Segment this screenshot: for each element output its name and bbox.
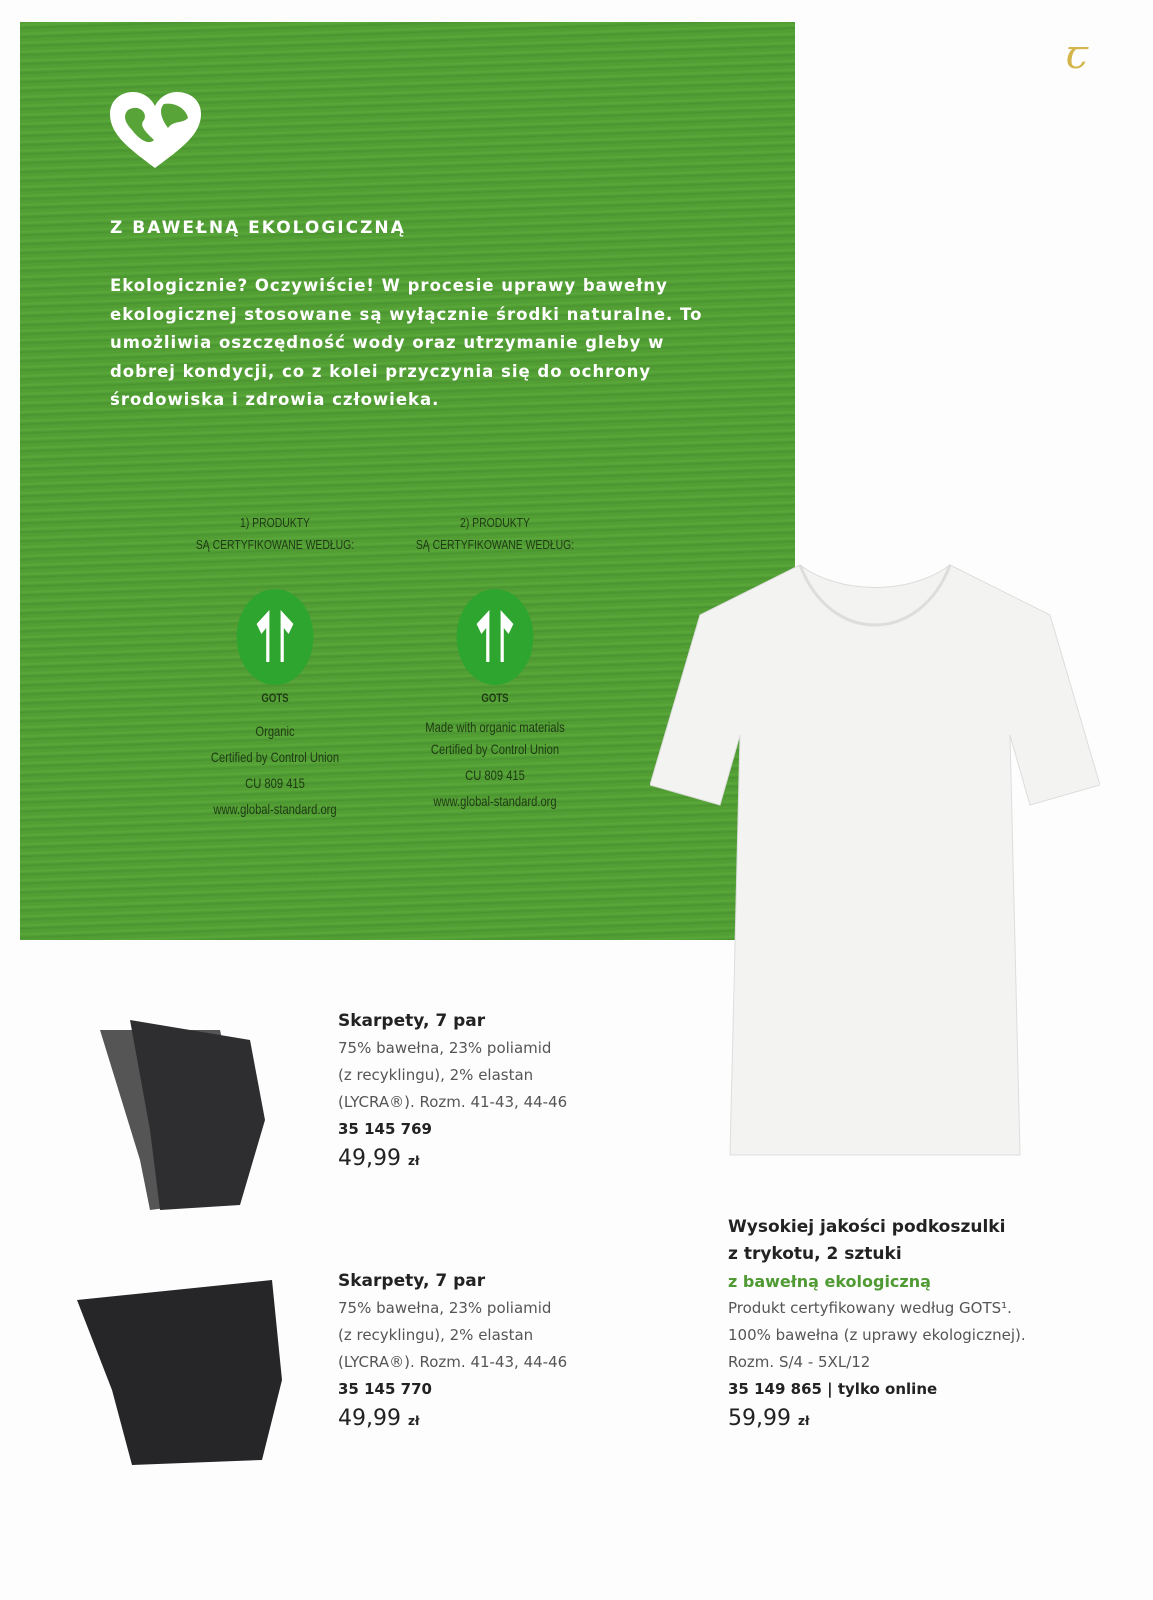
cert-note: 1) PRODUKTY [240,515,310,530]
product-desc: Rozm. S/4 - 5XL/12 [728,1353,871,1371]
product-desc: (LYCRA®). Rozm. 41-43, 44-46 [338,1093,568,1111]
tshirt-image [650,555,1100,1165]
price-value: 59,99 [728,1406,791,1431]
product-eco-label: z bawełną ekologiczną [728,1272,931,1291]
currency: zł [407,1154,420,1168]
gots-cert-2 [403,512,587,814]
gots-cert-1 [183,512,367,822]
product-name: Skarpety, 7 par [338,1011,486,1031]
product-socks-1 [338,1008,567,1175]
price-value: 49,99 [338,1146,401,1171]
product-socks-2 [338,1268,567,1435]
cert-note: 2) PRODUKTY [460,515,530,530]
product-desc: Produkt certyfikowany według GOTS¹. [728,1299,1012,1317]
product-desc: 75% bawełna, 23% poliamid [338,1299,552,1317]
cert-code: CU 809 415 [245,775,305,791]
cert-certifier: Certified by Control Union [430,741,560,757]
svg-text:GOTS: GOTS [261,692,289,706]
svg-text:GOTS: GOTS [481,692,509,706]
product-desc: (LYCRA®). Rozm. 41-43, 44-46 [338,1353,568,1371]
price-value: 49,99 [338,1406,401,1431]
cert-url: www.global-standard.org [433,793,557,809]
gots-logo-icon [435,562,555,712]
cert-label: Made with organic materials [425,719,565,735]
cert-note: SĄ CERTYFIKOWANE WEDŁUG: [415,537,575,552]
section-title: Z BAWEŁNĄ EKOLOGICZNĄ [110,218,406,238]
currency: zł [797,1414,810,1428]
cert-url: www.global-standard.org [213,801,337,817]
product-price [338,1405,567,1435]
brand-logo-icon: ꞇ [1065,32,1088,78]
product-price [728,1405,1026,1435]
product-desc: 100% bawełna (z uprawy ekologicznej). [728,1326,1026,1344]
product-code: 35 149 865 | tylko online [728,1380,938,1398]
product-code: 35 145 769 [338,1120,432,1138]
cert-code: CU 809 415 [465,767,525,783]
socks-black-image [72,1270,287,1465]
socks-grey-image [90,1010,270,1215]
product-price [338,1145,567,1175]
section-body: Ekologicznie? Oczywiście! W procesie uprawy bawełny ekologicznej stosowane są wyłącznie środki naturalne. To umożliwia oszczędność wody oraz utrzymanie gleby w dobrej kondycji, co z kolei przyczynia się do ochrony środowiska i zdrowia człowieka. [110,276,703,409]
cert-certifier: Certified by Control Union [210,749,340,765]
cert-note: SĄ CERTYFIKOWANE WEDŁUG: [195,537,355,552]
gots-logo-icon [215,562,335,712]
cert-label: Organic [255,723,295,739]
product-name: Wysokiej jakości podkoszulki [728,1217,1006,1237]
heart-globe-icon [108,90,203,170]
product-name: z trykotu, 2 sztuki [728,1244,902,1264]
product-tshirt [728,1214,1026,1435]
product-name: Skarpety, 7 par [338,1271,486,1291]
product-desc: (z recyklingu), 2% elastan [338,1326,534,1344]
product-code: 35 145 770 [338,1380,432,1398]
currency: zł [407,1414,420,1428]
product-desc: 75% bawełna, 23% poliamid [338,1039,552,1057]
product-desc: (z recyklingu), 2% elastan [338,1066,534,1084]
